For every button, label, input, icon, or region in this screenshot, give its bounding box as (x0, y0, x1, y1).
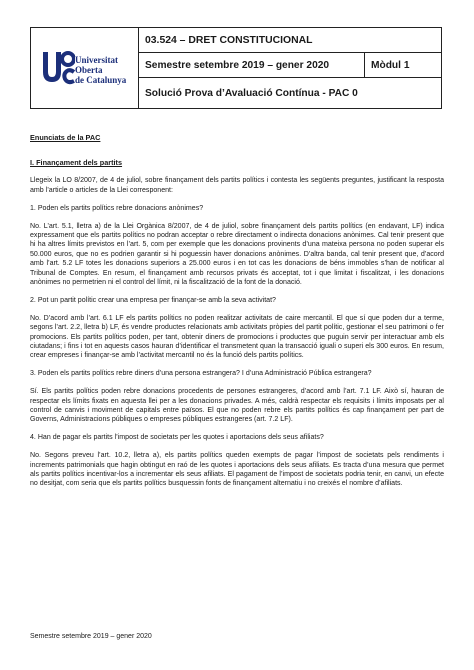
uoc-logo-text (75, 55, 139, 85)
document-body (30, 133, 444, 497)
uoc-logo (31, 28, 139, 108)
answer-3: Sí. Els partits polítics poden rebre donacions procedents de persones estrangeres, d’acord amb l’art. 7.1 LF. Això sí, hauran de respectar els límits fixats en aquesta llei per a les donacions privades. A més, caldrà respectar els requisits i límits imposats per al control de canvis i moviment de capitals entre països. El que no poden rebre els partits polítics és cap finançament per part de Governs, Administracions públiques o empreses públiques estrangeres (art. 7.2 LF). (30, 388, 444, 424)
question-4: 4. Han de pagar els partits l’impost de societats per les quotes i aportacions dels seus afiliats? (30, 434, 324, 442)
uoc-logo-icon (41, 50, 75, 86)
header-table (30, 27, 442, 109)
document-subtitle: Solució Prova d’Avaluació Contínua - PAC 0 (145, 87, 358, 99)
semester-row (139, 53, 441, 78)
question-2: 2. Pot un partit polític crear una empresa per finançar-se amb la seva activitat? (30, 296, 276, 304)
question-3: 3. Poden els partits polítics rebre diners d’una persona estrangera? I d’una Administració Pública estrangera? (30, 370, 372, 378)
answer-1: No. L’art. 5.1, lletra a) de la Llei Orgànica 8/2007, de 4 de juliol, sobre finançament dels partits polítics (en endavant, LF) indica expressament que els partits polítics no podran acceptar o rebre directament o indirecta donacions anònimes. Cal tenir present que hi ha altres límits previstos en l’art. 5, com per exemple que les donacions provinents d’una mateixa persona no poden superar els 50.000 euros, que no es podrien garantir si hi poguessin haver donacions anònimes. D’altra banda, cal tenir present que, d’acord amb l’art. 5.2 LF totes les donacions superiors a 25.000 euros i en tot cas les donacions de béns immobles s’han de notificar al Tribunal de Comptes. En resum, el finançament amb recursos privats és acceptat, tot i que limitat i fiscalitzat, i les donacions anònimes no permetrien ni el control del límit, ni la fiscalització de la font de la donació. (30, 222, 444, 286)
course-title: 03.524 – DRET CONSTITUCIONAL (139, 28, 441, 53)
module-label: Mòdul 1 (371, 59, 410, 71)
logo-line-2: de Catalunya (75, 75, 127, 85)
answer-2: No. D’acord amb l’art. 6.1 LF els partits polítics no poden realitzar activitats de caire mercantil. El que sí que poden dur a terme, segons l’art. 2.2, lletra b) LF, és vendre productes relacionats amb activitats pròpies del partit polític, gestionar el seu patrimoni o fer promocions. Els partits polítics poden, per tant, obtenir diners de promocions i productes que puguin servir per interactuar amb els ciutadans; i fins i tot en aquests casos hauran d’identificar el transmetent quan la transacció iguali o superi els 300 euros. En resum, crear empreses i finançar-se amb l’activitat mercantil no és la funció dels partits polítics. (30, 314, 444, 360)
part-title: I. Finançament dels partits (30, 158, 123, 168)
answer-4: No. Segons preveu l’art. 10.2, lletra a), els partits polítics queden exempts de pagar l’impost de societats pels rendiments i increments patrimonials que hagin obtingut en raó de les quotes i aportacions dels seus afiliats. Es tracta d’una mesura que permet als partits polítics incentivar-los a incrementar els seus afiliats. El pagament de l’impost de societats podria tenir, en canvi, un efecte no desitjat, com seria que els partits polítics busquessin fonts de finançament alternatiu i no creixés el nombre d’afiliats. (30, 452, 444, 488)
section-header: Enunciats de la PAC (30, 133, 101, 142)
intro-paragraph: Llegeix la LO 8/2007, de 4 de juliol, sobre finançament dels partits polítics i contesta les següents preguntes, justificant la resposta amb l’article o articles de la Llei corresponent: (30, 177, 444, 194)
page-footer: Semestre setembre 2019 – gener 2020 (30, 633, 152, 640)
logo-line-1: Universitat Oberta (75, 55, 118, 75)
semester-label: Semestre setembre 2019 – gener 2020 (139, 53, 365, 77)
question-1: 1. Poden els partits polítics rebre donacions anònimes? (30, 204, 204, 212)
